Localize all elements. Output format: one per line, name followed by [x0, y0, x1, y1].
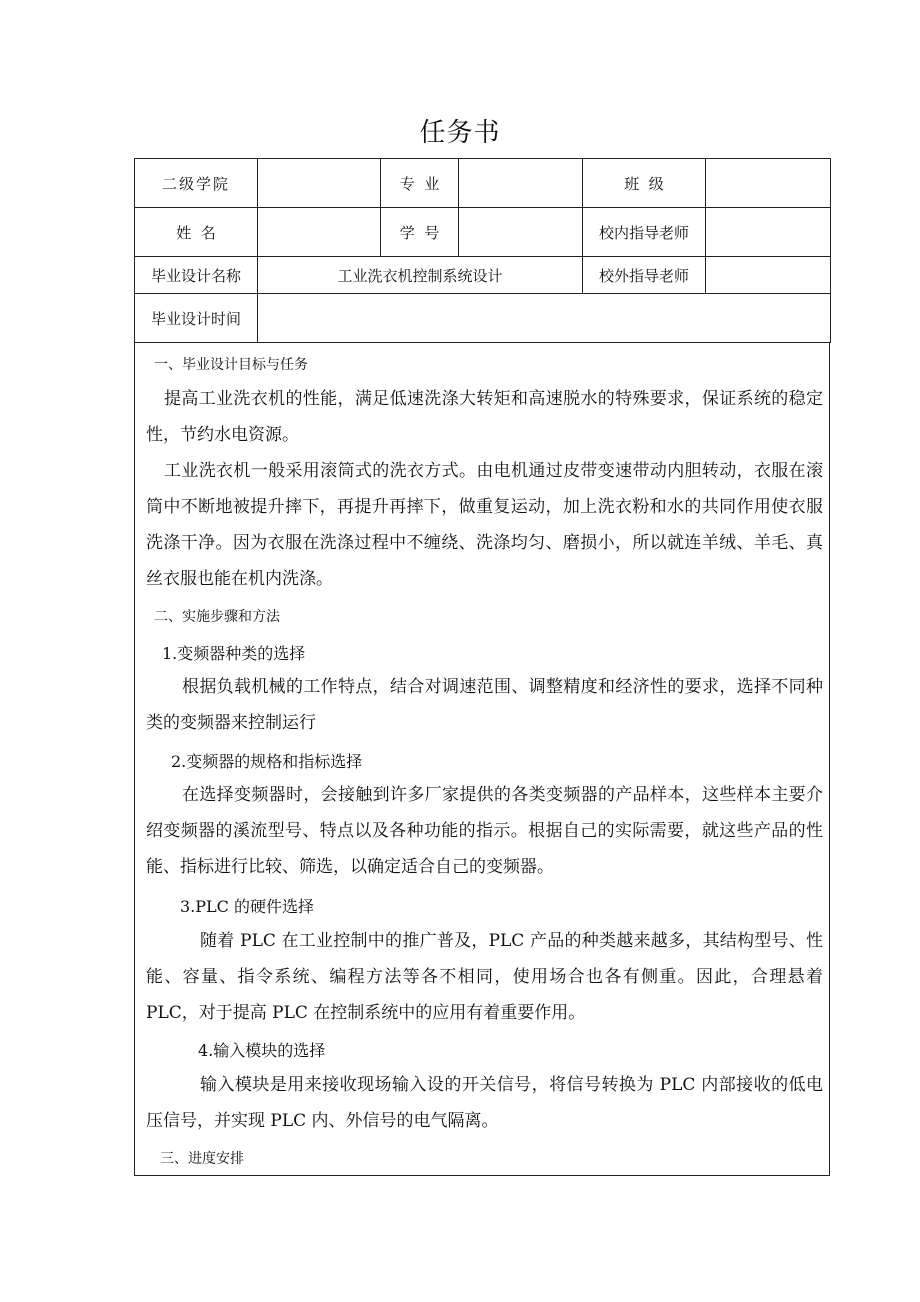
info-form-table: [134, 158, 831, 343]
section1-heading: 一、毕业设计目标与任务: [154, 357, 308, 373]
form-row-project-time: [135, 294, 831, 343]
section1-paragraph-2: 工业洗衣机一般采用滚筒式的洗衣方式。由电机通过皮带变速带动内胆转动，衣服在滚筒中不断地被提升摔下，再提升再摔下，做重复运动，加上洗衣粉和水的共同作用使衣服洗涤干净。因为衣服在洗涤过程中不缠绕、洗涤均匀、磨损小，所以就连羊绒、羊毛、真丝衣服也能在机内洗涤。: [146, 461, 823, 589]
step3-text: 随着 PLC 在工业控制中的推广普及，PLC 产品的种类越来越多，其结构型号、性能、容量、指令系统、编程方法等各不相同，使用场合也各有侧重。因此，合理悬着 PLC，对于提高 PLC 在控制系统中的应用有着重要作用。: [146, 931, 823, 1023]
internal-supervisor-label: 校内指导老师: [583, 208, 706, 257]
name-label: 姓 名: [135, 208, 258, 257]
class-label: 班 级: [583, 159, 706, 208]
major-label: 专 业: [381, 159, 459, 208]
step1-title: 1.变频器种类的选择: [162, 644, 306, 663]
student-id-label: 学 号: [381, 208, 459, 257]
name-value-cell[interactable]: [258, 208, 381, 257]
external-supervisor-value-cell[interactable]: [706, 257, 831, 294]
major-value-cell[interactable]: [459, 159, 583, 208]
section3-heading: 三、进度安排: [160, 1151, 244, 1167]
form-row-name: [135, 208, 831, 257]
section2-heading: 二、实施步骤和方法: [154, 609, 280, 625]
task-content-box: [134, 343, 830, 1176]
internal-supervisor-value-cell[interactable]: [706, 208, 831, 257]
step4-text: 输入模块是用来接收现场输入设的开关信号，将信号转换为 PLC 内部接收的低电压信号，并实现 PLC 内、外信号的电气隔离。: [146, 1075, 823, 1131]
step2-title: 2.变频器的规格和指标选择: [171, 752, 363, 771]
section1-paragraph-1: 提高工业洗衣机的性能，满足低速洗涤大转矩和高速脱水的特殊要求，保证系统的稳定性，节约水电资源。: [146, 389, 823, 445]
project-time-value-cell[interactable]: [258, 294, 831, 343]
class-value-cell[interactable]: [706, 159, 831, 208]
form-row-project-name: [135, 257, 831, 294]
step1-text: 根据负载机械的工作特点，结合对调速范围、调整精度和经济性的要求，选择不同种类的变频器来控制运行: [146, 677, 823, 733]
college-label: 二级学院: [135, 159, 258, 208]
step2-text: 在选择变频器时，会接触到许多厂家提供的各类变频器的产品样本，这些样本主要介绍变频器的溪流型号、特点以及各种功能的指示。根据自己的实际需要，就这些产品的性能、指标进行比较、筛选，以确定适合自己的变频器。: [146, 785, 823, 877]
page-title: 任务书: [419, 118, 501, 148]
project-time-label: 毕业设计时间: [135, 294, 258, 343]
project-name-label: 毕业设计名称: [135, 257, 258, 294]
college-value-cell[interactable]: [258, 159, 381, 208]
external-supervisor-label: 校外指导老师: [583, 257, 706, 294]
step4-title: 4.输入模块的选择: [198, 1041, 326, 1060]
step3-title: 3.PLC 的硬件选择: [180, 897, 314, 916]
form-row-college: [135, 159, 831, 208]
student-id-value-cell[interactable]: [459, 208, 583, 257]
project-name-value: 工业洗衣机控制系统设计: [258, 257, 583, 294]
